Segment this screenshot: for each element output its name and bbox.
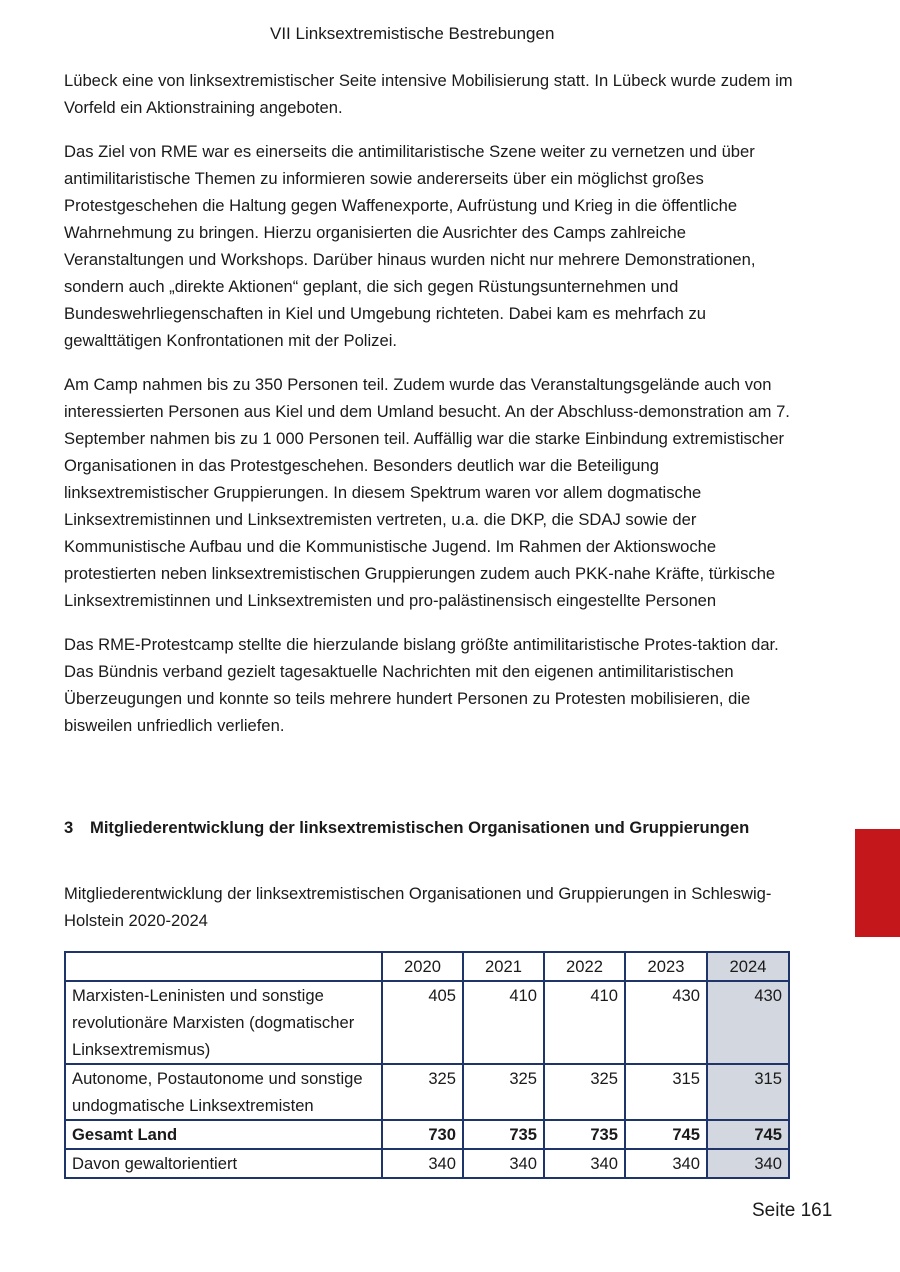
column-header: 2024 <box>707 952 789 981</box>
table-cell: 315 <box>625 1064 707 1120</box>
paragraph: Das RME-Protestcamp stellte die hierzulande bislang größte antimilitaristische Protes-taktion dar. Das Bündnis verband gezielt tagesaktuelle Nachrichten mit den eigenen antimilitaristischen Überzeugungen und konnte so teils mehrere hundert Personen zu Protesten mobilisieren, die bisweilen unfriedlich verliefen. <box>64 635 779 735</box>
page-number: Seite 161 <box>752 1200 833 1221</box>
paragraph: Lübeck eine von linksextremistischer Seite intensive Mobilisierung statt. In Lübeck wurde zudem im Vorfeld ein Aktionstraining angeboten. <box>64 71 793 117</box>
table-row <box>65 1149 789 1178</box>
column-header: 2020 <box>382 952 463 981</box>
table-cell: 315 <box>707 1064 789 1120</box>
table-cell: 340 <box>707 1149 789 1178</box>
table-row <box>65 1064 789 1120</box>
table-caption: Mitgliederentwicklung der linksextremistischen Organisationen und Gruppierungen in Schleswig-Holstein 2020-2024 <box>64 884 772 930</box>
table-cell: 735 <box>544 1120 625 1149</box>
body-text <box>64 67 804 756</box>
column-header: 2022 <box>544 952 625 981</box>
row-label: Autonome, Postautonome und sonstige undogmatische Linksextremisten <box>65 1064 382 1120</box>
table-header-row <box>65 952 789 981</box>
table-cell: 340 <box>463 1149 544 1178</box>
section-title: Mitgliederentwicklung der linksextremistischen Organisationen und Gruppierungen <box>90 818 750 837</box>
table-cell: 325 <box>382 1064 463 1120</box>
paragraph: Das Ziel von RME war es einerseits die antimilitaristische Szene weiter zu vernetzen und über antimilitaristische Themen zu informieren sowie andererseits über ein möglichst großes Protestgeschehen die Haltung gegen Waffenexporte, Aufrüstung und Krieg in die öffentliche Wahrnehmung zu bringen. Hierzu organisierten die Ausrichter des Camps zahlreiche Veranstaltungen und Workshops. Darüber hinaus wurden nicht nur mehrere Demonstrationen, sondern auch „direkte Aktionen“ geplant, die sich gegen Rüstungsunternehmen und Bundeswehrliegenschaften in Kiel und Umgebung richteten. Dabei kam es mehrfach zu gewalttätigen Konfrontationen mit der Polizei. <box>64 142 756 350</box>
header-corner <box>65 952 382 981</box>
paragraph: Am Camp nahmen bis zu 350 Personen teil. Zudem wurde das Veranstaltungsgelände auch von interessierten Personen aus Kiel und dem Umland besucht. An der Abschluss-demonstration am 7. September nahmen bis zu 1 000 Personen teil. Auffällig war die starke Einbindung extremistischer Organisationen in das Protestgeschehen. Besonders deutlich war die Beteiligung linksextremistischer Gruppierungen. In diesem Spektrum waren vor allem dogmatische Linksextremistinnen und Linksextremisten vertreten, u.a. die DKP, die SDAJ sowie der Kommunistische Aufbau und die Kommunistische Jugend. Im Rahmen der Aktionswoche protestierten neben linksextremistischen Gruppierungen zudem auch PKK-nahe Kräfte, türkische Linksextremistinnen und Linksextremisten und pro-palästinensisch eingestellte Personen <box>64 375 790 610</box>
column-header: 2023 <box>625 952 707 981</box>
row-label: Gesamt Land <box>65 1120 382 1149</box>
table-cell: 340 <box>625 1149 707 1178</box>
table-cell: 410 <box>544 981 625 1064</box>
chapter-tab-marker <box>855 829 900 937</box>
table-cell: 325 <box>544 1064 625 1120</box>
table-cell: 325 <box>463 1064 544 1120</box>
section-number: 3 <box>64 818 74 837</box>
table-cell: 745 <box>707 1120 789 1149</box>
membership-table <box>64 951 790 1179</box>
table-cell: 340 <box>544 1149 625 1178</box>
table-cell: 430 <box>707 981 789 1064</box>
table-row <box>65 981 789 1064</box>
table-row-total <box>65 1120 789 1149</box>
table-cell: 340 <box>382 1149 463 1178</box>
table-cell: 735 <box>463 1120 544 1149</box>
table-cell: 730 <box>382 1120 463 1149</box>
row-label: Marxisten-Leninisten und sonstige revolutionäre Marxisten (dogmatischer Linksextremismus) <box>65 981 382 1064</box>
section-heading <box>64 814 784 841</box>
table-cell: 745 <box>625 1120 707 1149</box>
column-header: 2021 <box>463 952 544 981</box>
running-title: VII Linksextremistische Bestrebungen <box>270 24 555 43</box>
table-cell: 410 <box>463 981 544 1064</box>
table-cell: 430 <box>625 981 707 1064</box>
row-label: Davon gewaltorientiert <box>65 1149 382 1178</box>
table-cell: 405 <box>382 981 463 1064</box>
